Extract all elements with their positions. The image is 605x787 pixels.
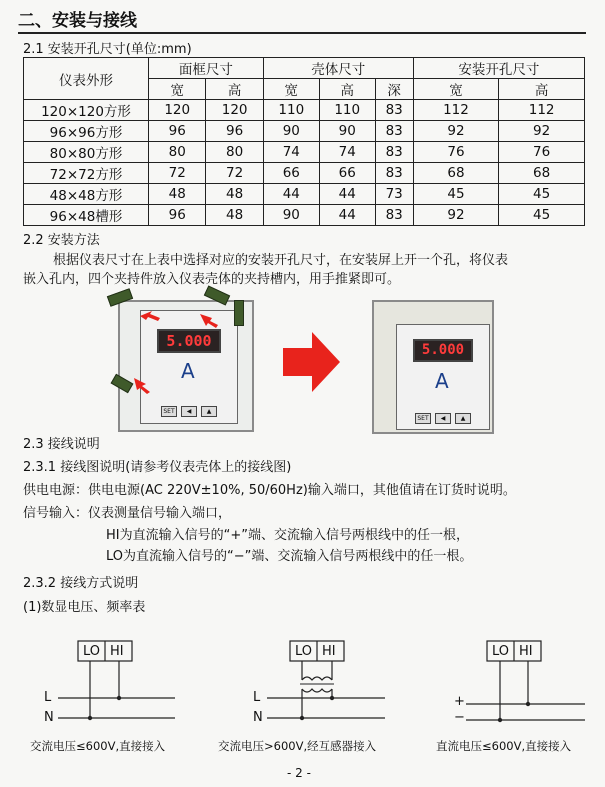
terminal-lo: LO xyxy=(492,644,510,659)
s231-title: 2.3.1 接线图说明(请参考仪表壳体上的接线图) xyxy=(23,460,292,475)
table-row: 48×48方形 48 48 44 44 73 45 45 xyxy=(24,184,585,205)
meter-display: 5.000 xyxy=(413,339,473,362)
header-cut-w: 宽 xyxy=(413,79,499,100)
terminal-hi: HI xyxy=(519,644,533,659)
left-key: ◀ xyxy=(435,413,451,424)
s22-paragraph-line2: 嵌入孔内，四个夹持件放入仪表壳体的夹持槽内，用手推紧即可。 xyxy=(23,272,401,287)
header-frame: 面框尺寸 xyxy=(149,58,264,79)
header-frame-h: 高 xyxy=(206,79,263,100)
terminal-lo: LO xyxy=(83,644,101,659)
dc-plus-label: + xyxy=(454,694,465,709)
meter-display: 5.000 xyxy=(157,329,221,353)
s22-paragraph-line1: 根据仪表尺寸在上表中选择对应的安装开孔尺寸，在安装屏上开一个孔，将仪表 xyxy=(53,253,509,268)
header-shell-w: 宽 xyxy=(263,79,319,100)
push-arrow-icon xyxy=(140,311,160,321)
transformer-coil-icon xyxy=(302,677,332,680)
set-key: SET xyxy=(161,406,177,417)
s21-title: 2.1 安装开孔尺寸(单位:mm) xyxy=(23,42,192,57)
header-shell-d: 深 xyxy=(375,79,413,100)
s22-title: 2.2 安装方法 xyxy=(23,233,100,248)
signal-hi-note: HI为直流输入信号的“+”端、交流输入信号两根线中的任一根， xyxy=(106,528,469,543)
signal-input-note: 信号输入：仪表测量信号输入端口， xyxy=(23,506,232,521)
push-arrow-icon xyxy=(200,314,218,328)
caption-direct-ac: 交流电压≤600V,直接接入 xyxy=(30,739,166,753)
signal-lo-note: LO为直流输入信号的“−”端、交流输入信号两根线中的任一根。 xyxy=(106,549,473,564)
push-arrow-icon xyxy=(134,378,150,394)
up-key: ▲ xyxy=(201,406,217,417)
dc-minus-label: − xyxy=(454,710,465,725)
header-cut-h: 高 xyxy=(499,79,585,100)
line-l-label: L xyxy=(44,690,52,705)
table-row: 120×120方形 120 120 110 110 83 112 112 xyxy=(24,100,585,121)
header-cutout: 安装开孔尺寸 xyxy=(413,58,584,79)
line-n-label: N xyxy=(44,710,54,725)
up-key: ▲ xyxy=(455,413,471,424)
header-shell-h: 高 xyxy=(319,79,375,100)
power-supply-note: 供电电源：供电电源(AC 220V±10%, 50/60Hz)输入端口，其他值请在订货时说明。 xyxy=(23,483,516,498)
table-row: 72×72方形 72 72 66 66 83 68 68 xyxy=(24,163,585,184)
line-n-label: N xyxy=(253,710,263,725)
transformer-coil-icon xyxy=(302,689,332,692)
section-title: 二、安装与接线 xyxy=(18,11,137,31)
terminal-hi: HI xyxy=(110,644,124,659)
caption-transformer-ac: 交流电压>600V,经互感器接入 xyxy=(218,739,377,753)
terminal-hi: HI xyxy=(322,644,336,659)
table-row: 96×48槽形 96 48 90 44 83 92 45 xyxy=(24,205,585,226)
table-row: 80×80方形 80 80 74 74 83 76 76 xyxy=(24,142,585,163)
header-frame-w: 宽 xyxy=(149,79,206,100)
page-number: - 2 - xyxy=(287,766,311,780)
terminal-lo: LO xyxy=(295,644,313,659)
left-key: ◀ xyxy=(181,406,197,417)
s23-title: 2.3 接线说明 xyxy=(23,437,100,452)
meter-unit-label: A xyxy=(181,359,195,383)
line-l-label: L xyxy=(253,690,261,705)
meter-unit-label: A xyxy=(435,369,449,393)
header-shape: 仪表外形 xyxy=(24,58,149,100)
s232-title: 2.3.2 接线方式说明 xyxy=(23,576,139,591)
caption-direct-dc: 直流电压≤600V,直接接入 xyxy=(436,739,572,753)
install-arrow-icon xyxy=(283,332,340,392)
s232-subtitle: (1)数显电压、频率表 xyxy=(23,600,146,615)
table-row: 96×96方形 96 96 90 90 83 92 92 xyxy=(24,121,585,142)
set-key: SET xyxy=(415,413,431,424)
header-shell: 壳体尺寸 xyxy=(263,58,413,79)
